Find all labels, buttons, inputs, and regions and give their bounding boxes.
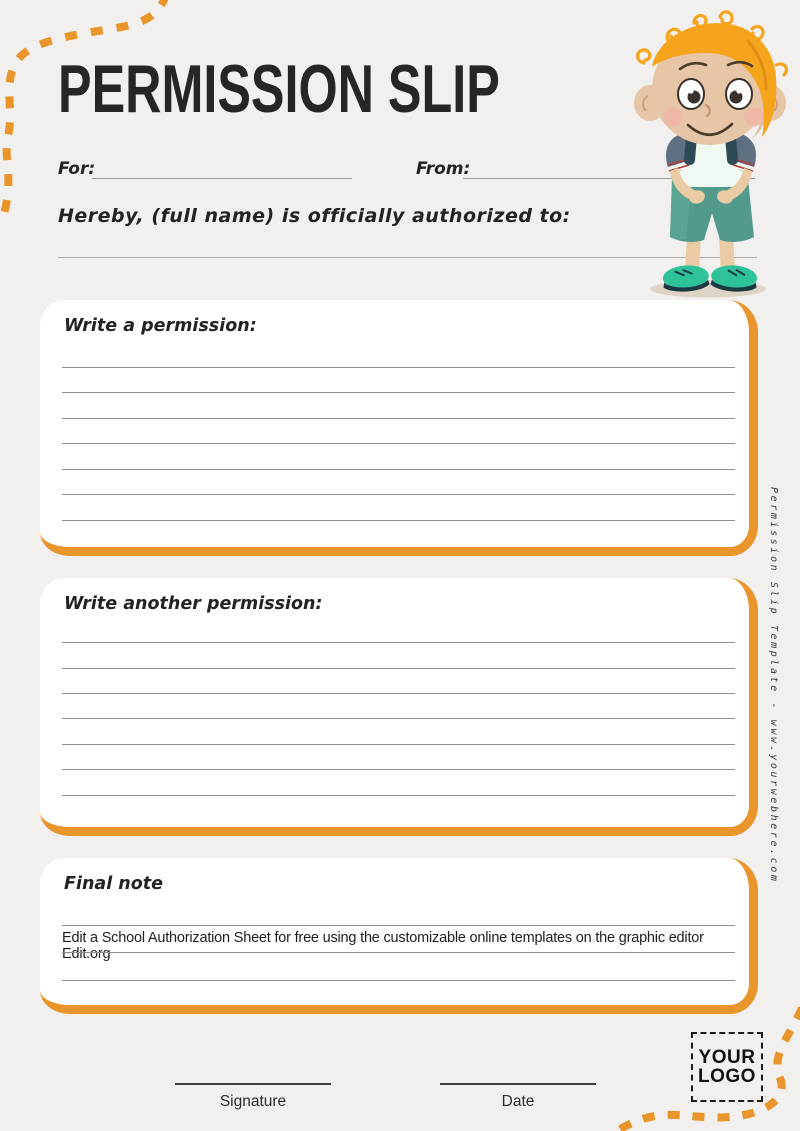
for-label: For: [58,159,96,179]
authorization-text: Hereby, (full name) is officially authorized to: [58,205,571,227]
ruled-line[interactable] [62,769,735,770]
logo-placeholder[interactable] [691,1032,763,1102]
ruled-line[interactable] [62,520,735,521]
side-watermark-text: Permission Slip Template - www.yourwebhere.com [768,487,779,884]
final-note-body: Edit a School Authorization Sheet for free using the customizable online templates on the graphic editor Edit.org [62,930,704,962]
final-note-label: Final note [64,874,164,894]
ruled-line[interactable] [62,744,735,745]
final-note-box [40,858,758,1014]
permission-box-2 [40,578,758,836]
ruled-line[interactable] [62,418,735,419]
ruled-line[interactable] [62,795,735,796]
logo-line1: YOUR [698,1046,756,1068]
ruled-line[interactable] [62,718,735,719]
ruled-line[interactable] [62,392,735,393]
ruled-line[interactable] [62,952,735,953]
permission-box-2-label: Write another permission: [64,594,323,614]
permission-box-1-label: Write a permission: [64,316,257,336]
permission-box-1 [40,300,758,556]
logo-line2: LOGO [698,1066,756,1087]
date-fill-line[interactable] [440,1083,596,1085]
signature-label: Signature [219,1093,287,1110]
ruled-line[interactable] [62,925,735,926]
ruled-line[interactable] [62,367,735,368]
ruled-line[interactable] [62,469,735,470]
page-title: PERMISSION SLIP [58,51,500,127]
date-label: Date [501,1093,535,1110]
ruled-line[interactable] [62,642,735,643]
ruled-line[interactable] [62,668,735,669]
schoolboy-illustration [628,10,792,302]
ruled-line[interactable] [62,494,735,495]
ruled-line[interactable] [62,693,735,694]
signature-fill-line[interactable] [175,1083,331,1085]
ruled-line[interactable] [62,443,735,444]
ruled-line[interactable] [62,980,735,981]
from-label: From: [416,159,471,179]
for-fill-line[interactable] [92,178,352,179]
